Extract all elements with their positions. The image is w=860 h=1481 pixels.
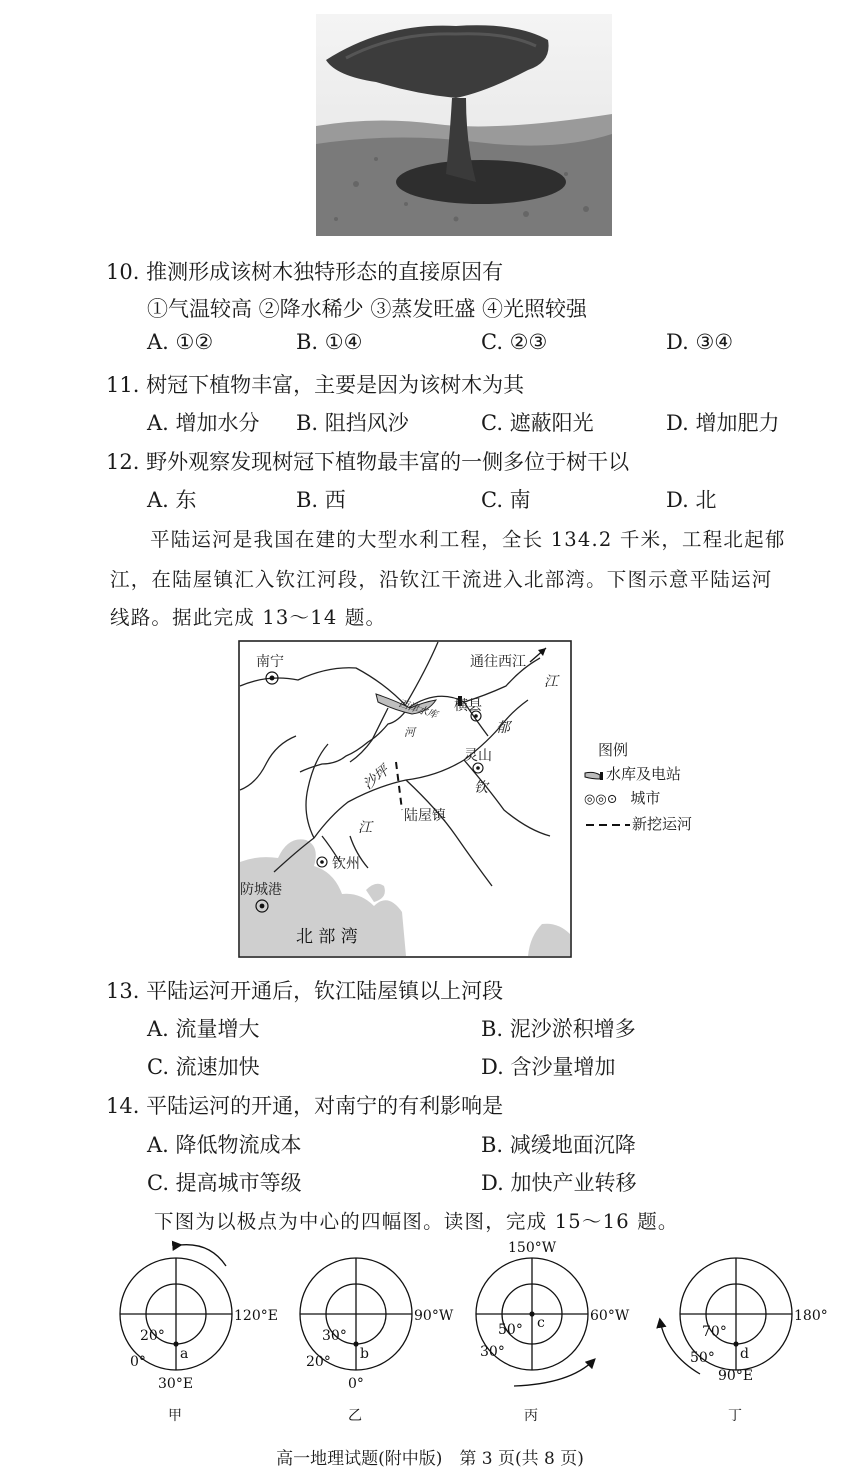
label-jiang-top: 江 <box>544 674 558 690</box>
legend-reservoir: 水库及电站 <box>606 765 682 783</box>
q12-option-b: B. 西 <box>296 488 346 512</box>
canal-legend-icon <box>584 820 632 830</box>
q11-option-b: B. 阻挡风沙 <box>296 411 409 435</box>
ding-inner-label: 70° <box>702 1324 727 1340</box>
legend-title: 图例 <box>598 741 629 759</box>
jia-caption: 甲 <box>168 1408 182 1424</box>
reservoir-legend-icon <box>584 769 606 781</box>
bing-inner-label: 50° <box>498 1322 523 1338</box>
legend-canal: 新挖运河 <box>632 815 693 833</box>
jia-bottom-label: 30°E <box>158 1376 194 1392</box>
legend-city-row <box>584 786 692 812</box>
bing-top-label: 150°W <box>508 1240 557 1256</box>
q11-stem: 11. 树冠下植物丰富，主要是因为该树木为其 <box>106 373 525 397</box>
map-legend <box>584 738 692 836</box>
yi-bottom-label: 0° <box>348 1376 364 1392</box>
q14-option-a: A. 降低物流成本 <box>147 1133 302 1157</box>
label-fangchenggang: 防城港 <box>240 882 282 898</box>
q11-option-c: C. 遮蔽阳光 <box>481 411 594 435</box>
passage1-line1: 平陆运河是我国在建的大型水利工程，全长 134.2 千米，工程北起郁 <box>150 528 786 551</box>
jia-point-label: a <box>180 1346 189 1362</box>
yi-point-label: b <box>360 1346 369 1362</box>
q12-option-a: A. 东 <box>147 488 197 512</box>
passage1-line2: 江，在陆屋镇汇入钦江河段，沿钦江干流进入北部湾。下图示意平陆运河 <box>110 568 773 591</box>
legend-reservoir-row <box>584 762 692 786</box>
ding-right-label: 180° <box>794 1308 828 1324</box>
jia-inner-label: 20° <box>140 1328 165 1344</box>
q14-option-d: D. 加快产业转移 <box>481 1171 637 1195</box>
point-a-dot <box>173 1341 178 1346</box>
label-lingshan: 灵山 <box>464 748 492 764</box>
q10-option-c: C. ②③ <box>481 330 548 354</box>
passage1-line3: 线路。据此完成 13～14 题。 <box>110 606 387 629</box>
label-nanning: 南宁 <box>256 654 284 670</box>
q12-option-d: D. 北 <box>666 488 717 512</box>
polar-diagrams <box>100 1234 840 1434</box>
polar-bing <box>476 1258 594 1386</box>
label-hengxian: 横县 <box>454 698 482 714</box>
q11-option-a: A. 增加水分 <box>147 411 260 435</box>
bing-point-label: c <box>537 1315 545 1331</box>
page-footer: 高一地理试题(附中版) 第 3 页(共 8 页) <box>276 1449 584 1469</box>
polar-jia <box>120 1245 232 1370</box>
q13-option-d: D. 含沙量增加 <box>481 1055 616 1079</box>
label-shaping: 沙坪 <box>360 762 393 794</box>
city-legend-icon: ◎◎⊙ <box>584 792 618 807</box>
label-luwu: 陆屋镇 <box>404 808 446 824</box>
yi-outer-label: 20° <box>306 1354 331 1370</box>
q13-option-c: C. 流速加快 <box>147 1055 260 1079</box>
label-xijinshuiku: 西津水库 <box>397 698 439 722</box>
label-qin: 钦 <box>474 780 488 796</box>
label-tongwang: 通往西江 <box>470 654 526 670</box>
legend-canal-row <box>584 812 692 836</box>
legend-city: 城市 <box>630 789 661 807</box>
q12-option-c: C. 南 <box>481 488 531 512</box>
point-b-dot <box>353 1341 358 1346</box>
yi-right-label: 90°W <box>414 1308 454 1324</box>
ding-caption: 丁 <box>728 1408 742 1424</box>
ding-bottom-label: 90°E <box>718 1368 754 1384</box>
q10-stem: 10. 推测形成该树木独特形态的直接原因有 <box>106 260 504 284</box>
tree-photo <box>316 14 612 236</box>
bing-caption: 丙 <box>524 1408 538 1424</box>
q10-option-b: B. ①④ <box>296 330 363 354</box>
q14-stem: 14. 平陆运河的开通，对南宁的有利影响是 <box>106 1094 504 1118</box>
q10-option-d: D. ③④ <box>666 330 734 354</box>
label-beibuwan: 北 部 湾 <box>296 927 358 947</box>
yi-inner-label: 30° <box>322 1328 347 1344</box>
passage2: 下图为以极点为中心的四幅图。读图，完成 15～16 题。 <box>154 1210 679 1233</box>
label-yu: 郁 <box>496 720 510 736</box>
label-he: 河 <box>404 726 415 739</box>
label-qinzhou: 钦州 <box>332 856 360 872</box>
q11-option-d: D. 增加肥力 <box>666 411 780 435</box>
ding-point-label: d <box>740 1346 749 1362</box>
bing-right-label: 60°W <box>590 1308 630 1324</box>
q10-option-a: A. ①② <box>147 330 214 354</box>
point-c-dot <box>529 1311 534 1316</box>
ding-outer-label: 50° <box>690 1350 715 1366</box>
jia-right-label: 120°E <box>234 1308 278 1324</box>
q12-stem: 12. 野外观察发现树冠下植物最丰富的一侧多位于树干以 <box>106 450 630 474</box>
q10-items: ①气温较高 ②降水稀少 ③蒸发旺盛 ④光照较强 <box>147 297 588 321</box>
polar-ding <box>660 1258 792 1374</box>
jia-outer-label: 0° <box>130 1354 146 1370</box>
pinglu-canal-map <box>238 640 572 958</box>
label-jiang-mid: 江 <box>358 820 372 836</box>
yi-caption: 乙 <box>348 1408 362 1424</box>
q13-option-a: A. 流量增大 <box>147 1017 260 1041</box>
q13-option-b: B. 泥沙淤积增多 <box>481 1017 636 1041</box>
point-d-dot <box>733 1341 738 1346</box>
q13-stem: 13. 平陆运河开通后，钦江陆屋镇以上河段 <box>106 979 504 1003</box>
bing-outer-label: 30° <box>480 1344 505 1360</box>
q14-option-b: B. 减缓地面沉降 <box>481 1133 636 1157</box>
q14-option-c: C. 提高城市等级 <box>147 1171 302 1195</box>
